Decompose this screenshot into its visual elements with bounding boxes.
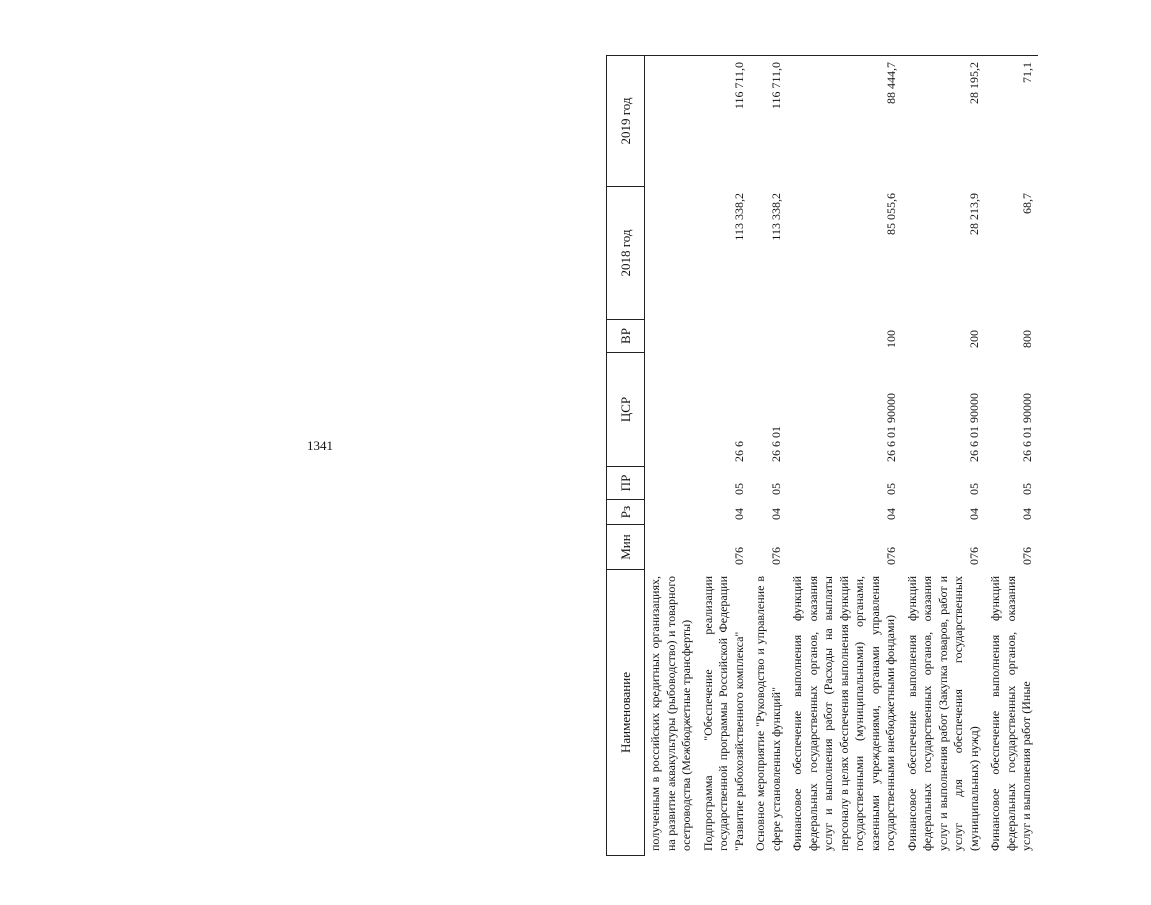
row-2018 [645,187,698,320]
row-vr [698,320,751,353]
row-2018: 113 338,2 [732,193,746,241]
header-pr: ПР [607,467,645,500]
row-vr [645,320,698,353]
row-csr: 26 6 01 90000 [967,393,981,462]
row-rz: 04 [1019,508,1034,520]
header-name: Наименование [607,570,645,856]
header-csr: ЦСР [607,353,645,467]
row-2018: 85 055,6 [883,193,898,235]
header-2018: 2018 год [607,187,645,320]
row-rz: 04 [732,508,746,520]
row-2019 [645,56,698,187]
row-vr: 200 [967,330,981,348]
row-vr [750,320,787,353]
row-pr: 05 [1019,483,1034,495]
row-2019: 71,1 [985,56,1038,187]
row-rz: 04 [883,508,898,520]
table-row [902,56,986,856]
row-csr: 26 6 [732,441,746,462]
row-csr: 26 6 01 90000 [1019,393,1034,462]
row-rz: 04 [967,508,981,520]
table-row [698,56,751,856]
row-2018: 113 338,2 [769,193,783,241]
row-min: 076 [769,547,783,565]
header-2019: 2019 год [607,56,645,187]
row-vr: 800 [1019,330,1034,348]
row-min: 076 [883,547,898,565]
row-rz: 04 [769,508,783,520]
row-csr: 26 6 01 [769,426,783,462]
header-min: Мин [607,525,645,570]
row-name: Подпрограмма "Обеспечение реализации государственной программы Российской Федерации "Развитие рыбохозяйственного комплекса" [700,576,746,851]
row-name: Финансовое обеспечение выполнения функций федеральных государственных органов, оказания услуг и выполнения работ (Расходы на выплаты персоналу в целях обеспечения выполнения функций государственными (муниципальными) органами, казенными учреждениями, органами управления государственными внебюджетными фондами) [790,576,897,851]
row-min: 076 [732,547,746,565]
row-min [645,525,698,570]
table-row [750,56,787,856]
rotated-page-content [606,56,1151,856]
row-name: полученным в российских кредитных организациях, на развитие аквакультуры (рыбоводство) и товарного осетроводства (Межбюджетные трансферты) [648,576,693,851]
row-min: 076 [967,547,981,565]
row-pr: 05 [769,483,783,495]
row-csr [645,353,698,467]
row-pr: 05 [967,483,981,495]
page-number: 1341 [307,438,333,453]
header-row [607,56,645,856]
row-name: Финансовое обеспечение выполнения функций федеральных государственных органов, оказания услуг и выполнения работ (Иные [988,576,1033,851]
row-2019: 28 195,2 [902,56,986,187]
row-csr: 26 6 01 90000 [883,393,898,462]
row-pr: 05 [732,483,746,495]
table-row [645,56,698,856]
row-vr: 100 [883,330,898,348]
row-pr [645,467,698,500]
header-vr: ВР [607,320,645,353]
row-2019: 116 711,0 [698,56,751,187]
row-2018: 68,7 [1019,193,1034,214]
row-name: Финансовое обеспечение выполнения функций федеральных государственных органов, оказания услуг и выполнения работ (Закупка товаров, работ и услуг для обеспечения государственных (муниципальных) нужд) [904,576,981,851]
row-2018: 28 213,9 [967,193,981,235]
row-min: 076 [1019,547,1034,565]
budget-table [606,55,1038,856]
row-name: Основное мероприятие "Руководство и управление в сфере установленных функций" [753,576,783,851]
row-pr: 05 [883,483,898,495]
row-2019: 116 711,0 [750,56,787,187]
table-row [985,56,1038,856]
row-2019: 88 444,7 [787,56,902,187]
row-rz [645,500,698,525]
header-rz: Рз [607,500,645,525]
table-row [787,56,902,856]
